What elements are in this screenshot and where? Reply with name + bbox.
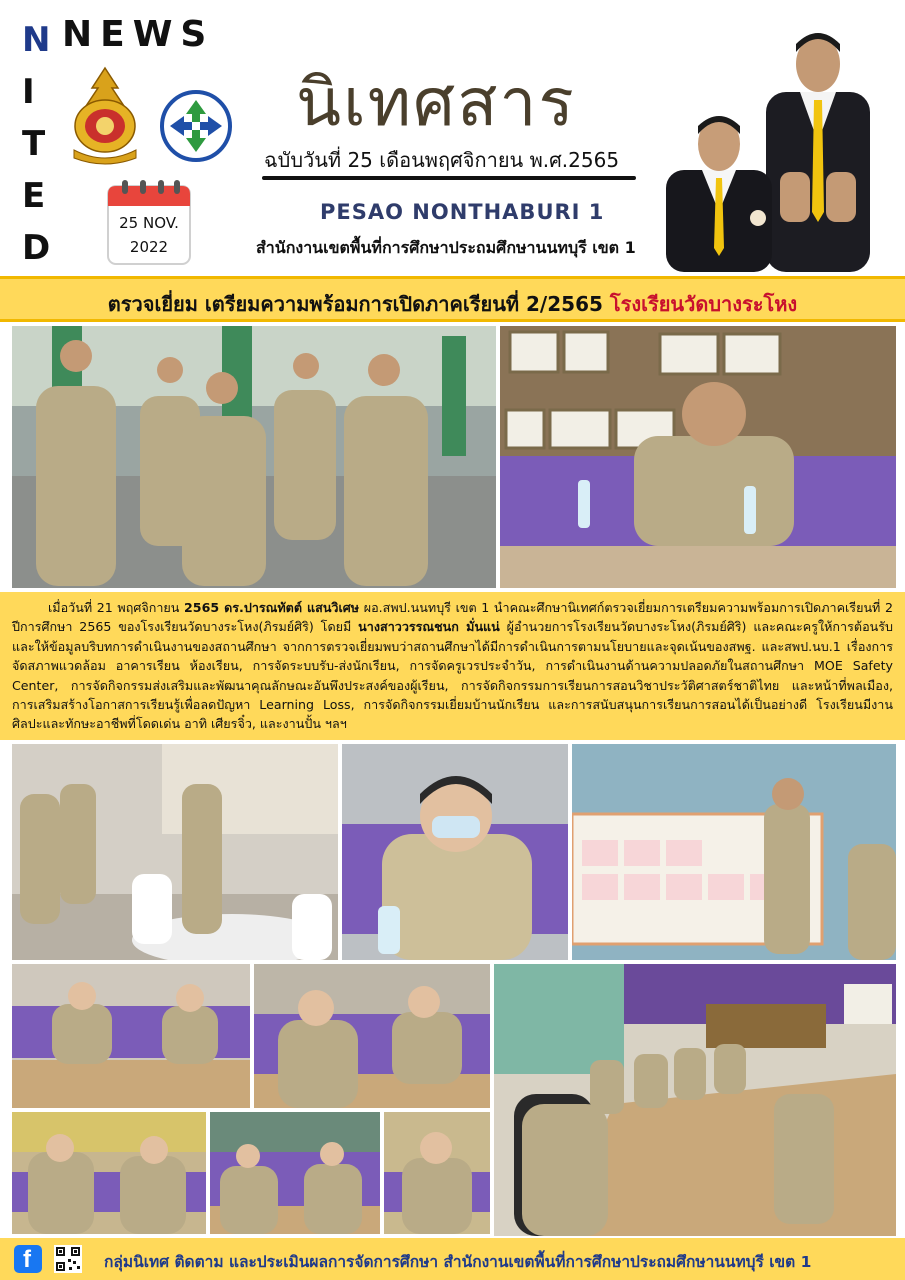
footer-bar (0, 1238, 905, 1280)
photo-meeting-room (494, 964, 896, 1236)
article-bold-2: นางสาววรรณชนก มั่นแน่ (358, 619, 500, 635)
headline-text: ตรวจเยี่ยม เตรียมความพร้อมการเปิดภาคเรียนที่ 2/2565 (107, 292, 603, 316)
side-letter: N (22, 20, 51, 60)
deputy-portrait (664, 108, 774, 272)
photo-meeting-two-teachers (12, 964, 250, 1108)
calendar-date (106, 178, 192, 266)
org-name-th: สำนักงานเขตพื้นที่การศึกษาประถมศึกษานนทบุรี เขต 1 (256, 238, 636, 257)
director-portrait (760, 22, 876, 272)
issue-date: ฉบับวันที่ 25 เดือนพฤศจิกายน พ.ศ.2565 (264, 148, 620, 172)
article-text-1: เมื่อวันที่ 21 พฤศจิกายน (48, 600, 185, 615)
photo-school-visit-courtyard (12, 326, 496, 588)
news-word: NEWS (62, 14, 215, 55)
photo-director-speaking (500, 326, 896, 588)
photo-two-teachers-seated (12, 1112, 206, 1234)
qr-code-icon[interactable] (54, 1245, 82, 1273)
obec-emblem-icon (66, 66, 144, 166)
article-bold-1: 2565 ดร.ปารณทัตต์ แสนวิเศษ (184, 600, 360, 615)
photo-meeting-speaker (254, 964, 490, 1108)
headline-school: โรงเรียนวัดบางระโหง (609, 292, 798, 316)
org-name-en: PESAO NONTHABURI 1 (320, 200, 605, 224)
article-text-3: ผู้อำนวยการโรงเรียนวัดบางระโหง(ภิรมย์ศิริ) และคณะครูให้การต้อนรับ และให้ข้อมูลบริบทการดำเนินงานของสถานศึกษา จากการตรวจเยี่ยมพบว่าสถานศึกษาได้มีการดำเนินการตามนโยบายและจุดเน้นของสพฐ. และสพป.นบ.1 เรื่องการจัดสภาพแวดล้อม อาคารเรียน ห้องเรียน, การจัดระบบรับ-ส่งนักเรียน, การจัดครูเวรประจำวัน, การดำเนินงานด้านความปลอดภัยในสถานศึกษา MOE Safety Center, การจัดกิจกรรมส่งเสริมและพัฒนาคุณลักษณะอันพึงประสงค์ของผู้เรียน, การจัดกิจกรรมการเรียนการสอนวิชาประวัติศาสตร์ชาติไทย และหน้าที่พลเมือง, การเสริมสร้างโอกาสการเรียนรู้เพื่อลดปัญหา Learning Loss, การจัดกิจกรรมเยี่ยมบ้านนักเรียน และการสนับสนุนการเรียนการสอนได้เป็นอย่างดี โรงเรียนมีงานศิลปะและทักษะอาชีพที่โดดเด่น อาทิ เศียรจิ๋ว, และงานปั้น ฯลฯ (12, 619, 893, 732)
side-letter: E (22, 176, 46, 216)
article-body (12, 598, 893, 734)
facebook-letter: f (23, 1246, 31, 1273)
headline-banner (0, 276, 905, 322)
side-letter: I (22, 72, 35, 112)
footer-text: กลุ่มนิเทศ ติดตาม และประเมินผลการจัดการศึกษา สำนักงานเขตพื้นที่การศึกษาประถมศึกษานนทบุรี เขต 1 (104, 1253, 812, 1271)
photo-student-display-board (572, 744, 896, 960)
side-letter: D (22, 228, 51, 268)
photo-teachers-at-table (210, 1112, 380, 1234)
side-letter: T (22, 124, 46, 164)
photo-teacher-portrait (342, 744, 568, 960)
newsletter-title: นิเทศสาร (296, 64, 576, 141)
facebook-icon[interactable] (14, 1245, 42, 1273)
article-text-2: ผอ.สพป.นนทบุรี เขต 1 นำคณะศึกษานิเทศก์ตรวจเยี่ยมการเตรียมความพร้อมการเปิดภาคเรียนที่ 2 ปีการศึกษา 2565 ของโรงเรียนวัดบางระโหง(ภิรมย์ศิริ) โดยมี (12, 600, 893, 635)
calendar-year: 2022 (129, 238, 169, 256)
article-section (0, 592, 905, 740)
calendar-day-month: 25 NOV. (119, 214, 179, 232)
ministry-logo-icon (160, 90, 232, 162)
photo-classroom-students (12, 744, 338, 960)
photo-single-teacher (384, 1112, 490, 1234)
headline (0, 288, 905, 320)
title-divider (262, 176, 636, 180)
